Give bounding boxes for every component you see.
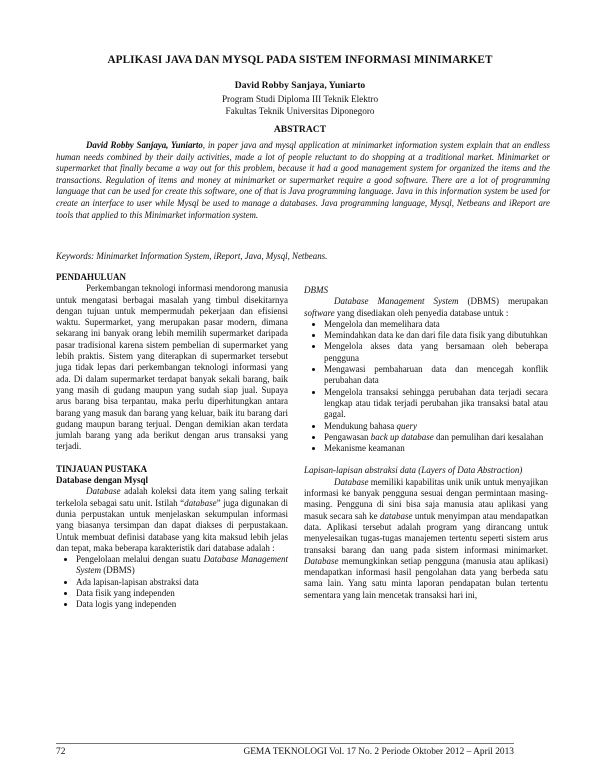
term-database: Database bbox=[86, 486, 121, 497]
list-item: • Pengawasan back up database dan pemulihan dari kesalahan bbox=[324, 432, 548, 443]
affiliation-program: Program Studi Diploma III Teknik Elektro bbox=[221, 94, 379, 104]
journal-footer: GEMA TEKNOLOGI Vol. 17 No. 2 Periode Oktober 2012 – April 2013 bbox=[243, 747, 514, 757]
list-item: • Pengelolaan melalui dengan suatu Database Management System (DBMS) bbox=[76, 554, 288, 577]
list-item: • Mengelola transaksi sehingga perubahan data terjadi secara lengkap atau tidak terjadi perubahan jika transaksi batal atau gagal. bbox=[324, 387, 548, 421]
database-characteristics-list bbox=[56, 554, 288, 610]
pendahuluan-paragraph: Perkembangan teknologi informasi mendorong manusia untuk mengatasi berbagai masalah yang timbul disekitarnya dengan tujuan untuk mempermudah pekerjaan dan efisiensi waktu. Supermarket, yang merupakan pasar modern, dimana sekarang ini banyak orang lebih memilih supermarket daripada pasar tradisional karena sistem pembelian di supermarket yang lebih praktis. Sistem yang diterapkan di supermarket tersebut juga tidak lepas dari perkembangan teknologi informasi yang ada. Di dalam supermarket terdapat banyak sekali barang, baik yang masih di gudang maupun yang sudah siap jual. Supaya arus barang bisa terpantau, maka perlu diperhitungkan antara barang yang masuk dan barang yang keluar, baik itu barang dari gudang maupun barang terjual. Dengan demikian akan terdata jumlah barang yang ada berikut dengan arus transaksi yang terjadi. bbox=[56, 283, 288, 452]
list-item: • Data logis yang independen bbox=[76, 599, 288, 610]
list-item: • Mekanisme keamanan bbox=[324, 443, 548, 454]
keywords: Keywords: Minimarket Information System, iReport, Java, Mysql, Netbeans. bbox=[56, 251, 328, 261]
list-item: • Mengawasi pembaharuan data dan mencegah konflik perubahan data bbox=[324, 364, 548, 387]
left-column bbox=[56, 272, 288, 611]
list-item: • Ada lapisan-lapisan abstraksi data bbox=[76, 577, 288, 588]
database-text-b: adalah koleksi data item yang saling terkait terkelola sebagai satu unit. Istilah “ bbox=[56, 486, 288, 508]
footer-divider bbox=[56, 743, 514, 744]
affiliation-faculty: Fakultas Teknik Universitas Diponegoro bbox=[225, 106, 375, 116]
paper-title: APLIKASI JAVA DAN MYSQL PADA SISTEM INFORMASI MINIMARKET bbox=[107, 54, 493, 66]
page-number: 72 bbox=[56, 747, 66, 757]
layers-paragraph: Database memiliki kapabilitas unik unik untuk menyajikan informasi ke banyak pengguna sesuai dengan permintaan masing-masing. Pengguna di sini bisa saja manusia atau aplikasi yang masuk secara sah ke database untuk menyimpan atau mendapatkan data. Aplikasi tersebut adalah program yang dirancang untuk menyelesaikan tugas-tugas manajemen tertentu seperti sistem arus transaksi barang dan uang pada sistem informasi minimarket. Database memungkinkan setiap pengguna (manusia atau aplikasi) mendapatkan informasi hasil pengolahan data yang berbeda satu sama lain. Yang satu minta laporan pendapatan bulan tertentu sementara yang lain mencetak transaksi hari ini, bbox=[304, 476, 548, 600]
section-heading-tinjauan: TINJAUAN PUSTAKA bbox=[56, 463, 148, 474]
abstract-lead: David Robby Sanjaya, Yuniarto bbox=[86, 140, 203, 150]
abstract-body: , in paper java and mysql application at minimarket information system explain that an endless human needs combined by their daily activities, made a lot of people reluctant to do shopping at a traditional market. Minimarket or supermarket that finally became a way out for this problem, because it had a good management system for organized the items and the transactions. Regulation of items and money at minimarket or supermarket require a good software. There are a lot of programming language that can be used for create this software, one of that is Java programming language. Java in this information system be used for create an interface to user while Mysql be used to manage a databases. Java programming language, Mysql, Netbeans and iReport are tools that applied to this Minimarket information system. bbox=[56, 140, 550, 220]
dbms-intro: Database Management System (DBMS) merupakan software yang disediakan oleh penyedia database untuk : bbox=[304, 296, 548, 318]
abstract-heading: ABSTRACT bbox=[273, 124, 327, 135]
dbms-functions-list bbox=[304, 319, 548, 455]
list-item: • Mendukung bahasa query bbox=[324, 421, 548, 432]
list-item: • Data fisik yang independen bbox=[76, 588, 288, 599]
subheading-database-mysql: Database dengan Mysql bbox=[56, 475, 149, 486]
list-item: • Mengelola dan memelihara data bbox=[324, 319, 548, 330]
list-item: • Memindahkan data ke dan dari file data fisik yang dibutuhkan bbox=[324, 330, 548, 341]
list-item: • Mengelola akses data yang bersamaan oleh beberapa pengguna bbox=[324, 341, 548, 364]
paper-authors: David Robby Sanjaya, Yuniarto bbox=[234, 80, 366, 91]
abstract-text bbox=[56, 140, 550, 221]
dbms-label: DBMS bbox=[304, 285, 328, 295]
database-text-d: ” juga digunakan di dunia perpustakan untuk menjelaskan sekumpulan informasi yang biasanya tersimpan dan dapat diakses di perpustakaan. Untuk membuat definisi database yang kita maksud lebih jelas dan tepat, maka beberapa karakteristik dari database adalah : bbox=[56, 497, 288, 553]
database-paragraph bbox=[56, 486, 288, 554]
right-column bbox=[304, 285, 548, 601]
section-heading-pendahuluan: PENDAHULUAN bbox=[56, 272, 127, 282]
term-database-quoted: database bbox=[184, 497, 217, 508]
layers-heading: Lapisan-lapisan abstraksi data (Layers of Data Abstraction) bbox=[304, 465, 523, 476]
